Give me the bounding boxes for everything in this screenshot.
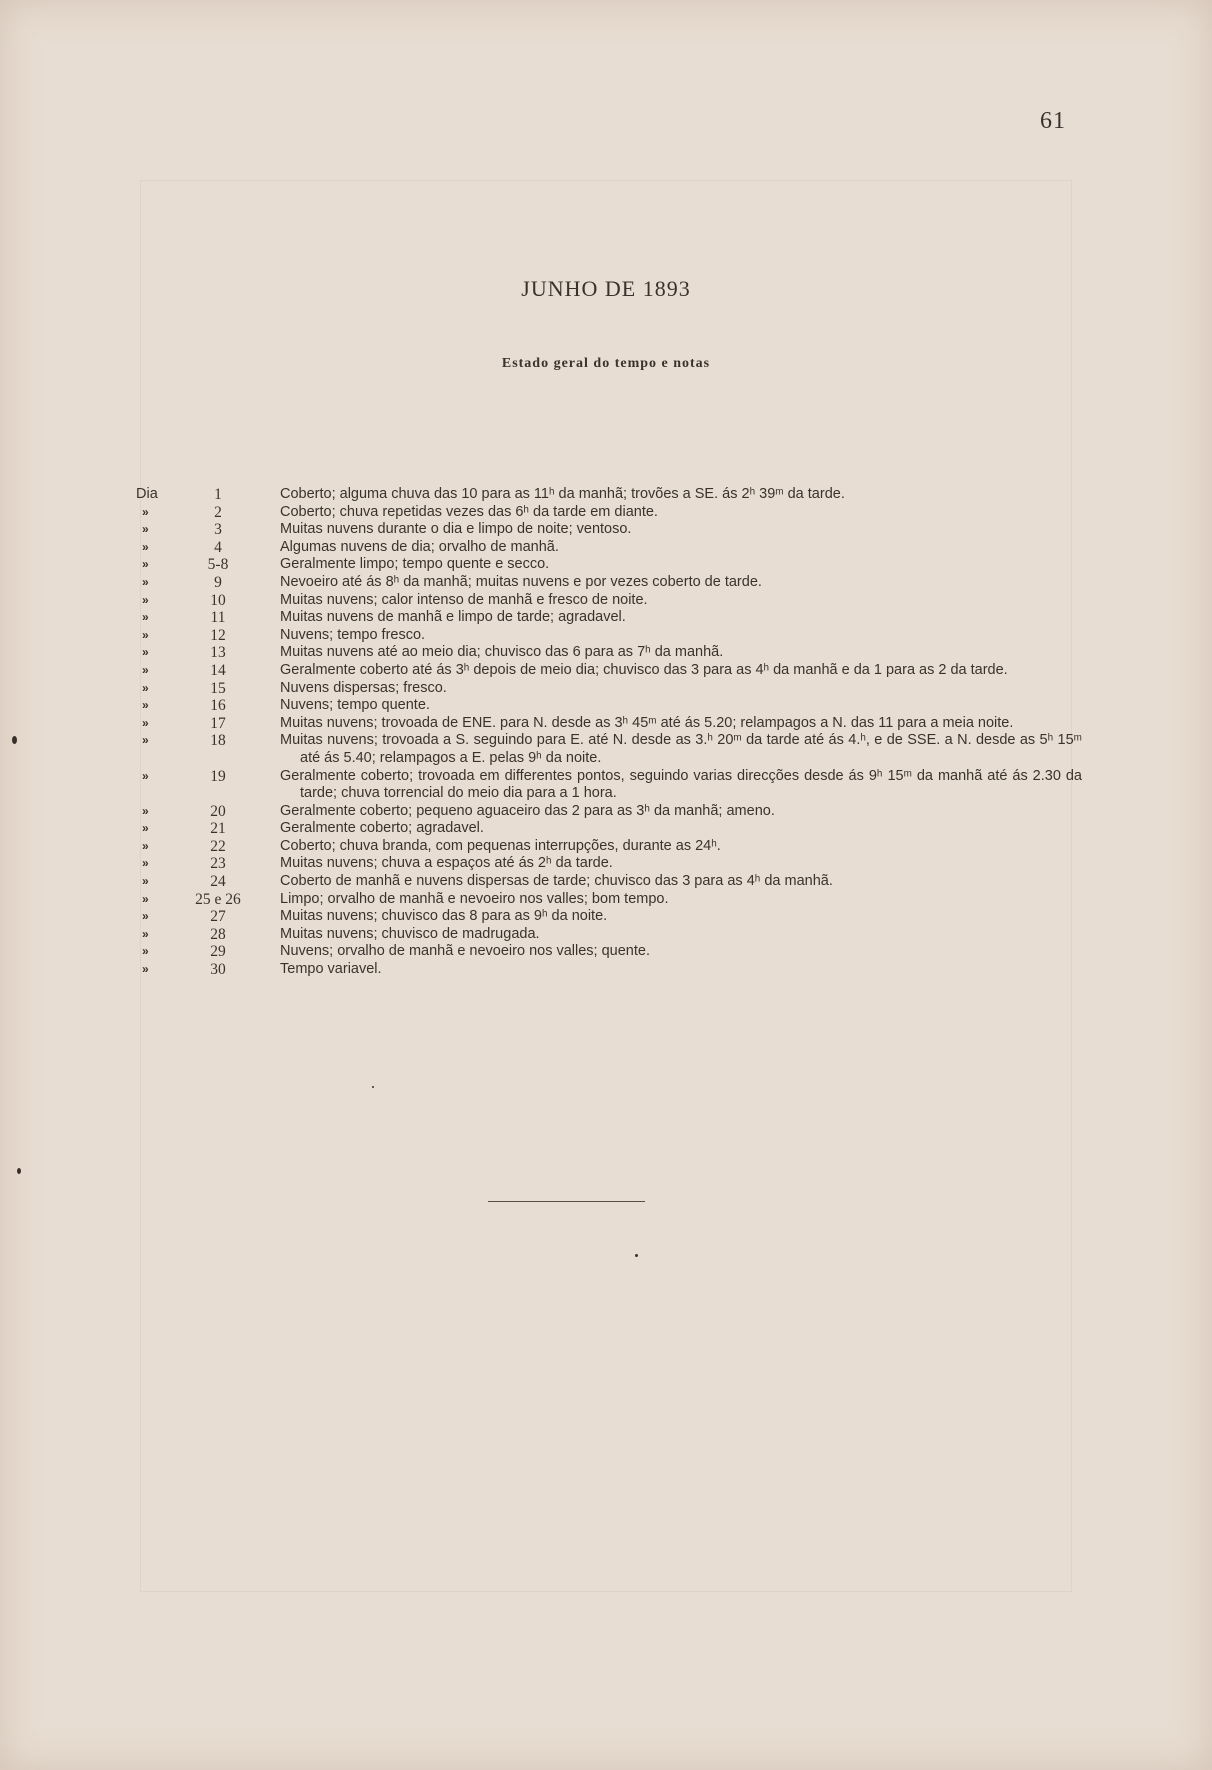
entry-note-cell (252, 838, 1082, 856)
entry-row (136, 838, 1082, 856)
ditto-mark: » (142, 715, 149, 730)
ditto-mark: » (142, 733, 149, 748)
weather-notes-list (136, 486, 1082, 979)
entry-day: 9 (214, 573, 222, 591)
entry-note-cell (252, 504, 1082, 522)
entry-note: Muitas nuvens; chuva a espaços até ás 2ʰ da tarde. (280, 855, 613, 872)
entry-note: Geralmente coberto até ás 3ʰ depois de meio dia; chuvisco das 3 para as 4ʰ da manhã e da 1 para as 2 da tarde. (280, 661, 1008, 678)
entry-day: 20 (210, 802, 226, 820)
entry-day: 3 (214, 521, 222, 539)
entry-note-cell (252, 961, 1082, 979)
entry-row (136, 662, 1082, 680)
ditto-mark: » (142, 821, 149, 836)
entry-note-cell (252, 908, 1082, 926)
entry-row (136, 680, 1082, 698)
entry-row (136, 556, 1082, 574)
entry-day: 27 (210, 908, 226, 926)
entry-day: 23 (210, 855, 226, 873)
entry-note-cell (252, 486, 1082, 504)
entry-note: Muitas nuvens; chuvisco de madrugada. (280, 925, 540, 942)
entry-note-cell (252, 592, 1082, 610)
ditto-mark: » (142, 926, 149, 941)
entry-note-cell (252, 873, 1082, 891)
entry-row (136, 609, 1082, 627)
entry-note: Muitas nuvens; calor intenso de manhã e fresco de noite. (280, 591, 648, 608)
ditto-mark: » (142, 944, 149, 959)
entry-day: 24 (210, 873, 226, 891)
entry-day: 30 (210, 961, 226, 979)
entry-note: Muitas nuvens até ao meio dia; chuvisco das 6 para as 7ʰ da manhã. (280, 644, 724, 661)
entry-note: Coberto; alguma chuva das 10 para as 11ʰ da manhã; trovões a SE. ás 2ʰ 39ᵐ da tarde. (280, 486, 845, 502)
entry-row (136, 820, 1082, 838)
entry-note: Limpo; orvalho de manhã e nevoeiro nos valles; bom tempo. (280, 890, 669, 907)
entry-note-cell (252, 943, 1082, 961)
entry-note: Geralmente limpo; tempo quente e secco. (280, 556, 550, 573)
entry-note: Algumas nuvens de dia; orvalho de manhã. (280, 538, 559, 555)
entry-day: 14 (210, 661, 226, 679)
entry-note-cell (252, 803, 1082, 821)
entry-row (136, 627, 1082, 645)
ditto-mark: » (142, 680, 149, 695)
entry-day: 21 (210, 820, 226, 838)
entry-day: 29 (210, 943, 226, 961)
entry-note: Nevoeiro até ás 8ʰ da manhã; muitas nuvens e por vezes coberto de tarde. (280, 573, 762, 590)
entry-row (136, 803, 1082, 821)
entry-day: 17 (210, 714, 226, 732)
entry-note: Coberto de manhã e nuvens dispersas de tarde; chuvisco das 3 para as 4ʰ da manhã. (280, 873, 833, 890)
entry-day: 19 (210, 767, 226, 785)
entry-day: 2 (214, 503, 222, 521)
entry-note: Muitas nuvens; chuvisco das 8 para as 9ʰ da noite. (280, 908, 608, 925)
entry-note: Muitas nuvens durante o dia e limpo de noite; ventoso. (280, 521, 632, 538)
entry-note: Muitas nuvens de manhã e limpo de tarde; agradavel. (280, 609, 626, 626)
entry-row (136, 855, 1082, 873)
entry-note-cell (252, 662, 1082, 680)
entry-day: 1 (214, 486, 222, 503)
page-title: JUNHO DE 1893 (521, 276, 691, 301)
entry-row (136, 697, 1082, 715)
entry-row (136, 926, 1082, 944)
entry-row (136, 715, 1082, 733)
entry-row (136, 943, 1082, 961)
entry-note-cell (252, 768, 1082, 803)
entry-row (136, 574, 1082, 592)
entry-row (136, 908, 1082, 926)
ditto-mark: » (142, 504, 149, 519)
entry-note-cell (252, 539, 1082, 557)
entry-row (136, 873, 1082, 891)
entry-note: Tempo variavel. (280, 961, 382, 978)
entry-day: 5-8 (207, 556, 229, 574)
ditto-mark: » (142, 557, 149, 572)
end-rule (488, 1201, 645, 1202)
ditto-mark: » (142, 962, 149, 977)
entry-note-cell (252, 891, 1082, 909)
entry-note-cell (252, 855, 1082, 873)
entry-row (136, 521, 1082, 539)
entry-row (136, 768, 1082, 803)
ditto-mark: » (142, 768, 149, 783)
ditto-mark: » (142, 592, 149, 607)
entry-day: 25 e 26 (195, 890, 241, 908)
entry-note-cell (252, 644, 1082, 662)
entry-row (136, 732, 1082, 767)
entry-row (136, 891, 1082, 909)
entry-row (136, 504, 1082, 522)
entry-day: 22 (210, 837, 226, 855)
ditto-mark: » (142, 856, 149, 871)
entry-note: Geralmente coberto; pequeno aguaceiro das 2 para as 3ʰ da manhã; ameno. (280, 802, 775, 819)
entry-note-cell (252, 820, 1082, 838)
ditto-mark: » (142, 838, 149, 853)
entry-note-cell (252, 556, 1082, 574)
entry-note: Nuvens dispersas; fresco. (280, 679, 447, 696)
page-subtitle: Estado geral do tempo e notas (501, 356, 711, 371)
entry-day: 10 (210, 591, 226, 609)
ditto-mark: » (142, 645, 149, 660)
ink-speck (372, 1086, 374, 1088)
dia-label: Dia (136, 486, 158, 502)
ditto-mark: » (142, 891, 149, 906)
entry-day: 16 (210, 697, 226, 715)
ditto-mark: » (142, 574, 149, 589)
page-number: 61 (1040, 108, 1066, 134)
entry-row (136, 486, 1082, 504)
entry-day: 11 (210, 609, 226, 627)
entry-note: Geralmente coberto; trovoada em differentes pontos, seguindo varias direcções desde ás 9ʰ 15ᵐ da manhã até ás 2.30 da tarde; chuva torrencial do meio dia para a 1 hora. (280, 767, 1082, 802)
ditto-mark: » (142, 522, 149, 537)
entry-day: 28 (210, 925, 226, 943)
entry-day: 4 (214, 538, 222, 556)
entry-day: 18 (210, 732, 226, 750)
ditto-mark: » (142, 698, 149, 713)
entry-note: Muitas nuvens; trovoada de ENE. para N. desde as 3ʰ 45ᵐ até ás 5.20; relampagos a N. das 11 para a meia noite. (280, 714, 1014, 731)
ditto-mark: » (142, 627, 149, 642)
ditto-mark: » (142, 610, 149, 625)
entry-note: Coberto; chuva repetidas vezes das 6ʰ da tarde em diante. (280, 503, 658, 520)
ink-speck (635, 1254, 638, 1257)
entry-note-cell (252, 715, 1082, 733)
entry-day: 15 (210, 679, 226, 697)
ink-speck (12, 736, 17, 744)
entry-day: 13 (210, 644, 226, 662)
ditto-mark: » (142, 874, 149, 889)
entry-row (136, 644, 1082, 662)
ditto-mark: » (142, 662, 149, 677)
entry-note-cell (252, 697, 1082, 715)
ditto-mark: » (142, 539, 149, 554)
ditto-mark: » (142, 909, 149, 924)
entry-row (136, 592, 1082, 610)
entry-row (136, 539, 1082, 557)
entry-note-cell (252, 521, 1082, 539)
entry-note: Nuvens; tempo quente. (280, 697, 430, 714)
entry-note-cell (252, 609, 1082, 627)
ditto-mark: » (142, 803, 149, 818)
entry-note: Nuvens; orvalho de manhã e nevoeiro nos valles; quente. (280, 943, 650, 960)
entry-day: 12 (210, 626, 226, 644)
entry-note: Geralmente coberto; agradavel. (280, 820, 484, 837)
entry-note-cell (252, 926, 1082, 944)
entry-note: Muitas nuvens; trovoada a S. seguindo para E. até N. desde as 3.ʰ 20ᵐ da tarde até ás 4.ʰ, e de SSE. a N. desde as 5ʰ 15ᵐ até ás 5.40; relampagos a E. pelas 9ʰ da noite. (280, 732, 1082, 766)
ink-speck (17, 1168, 21, 1174)
entry-note-cell (252, 732, 1082, 767)
entry-note: Coberto; chuva branda, com pequenas interrupções, durante as 24ʰ. (280, 837, 721, 854)
entry-note-cell (252, 627, 1082, 645)
entry-row (136, 961, 1082, 979)
entry-note-cell (252, 680, 1082, 698)
entry-note-cell (252, 574, 1082, 592)
entry-note: Nuvens; tempo fresco. (280, 626, 426, 643)
